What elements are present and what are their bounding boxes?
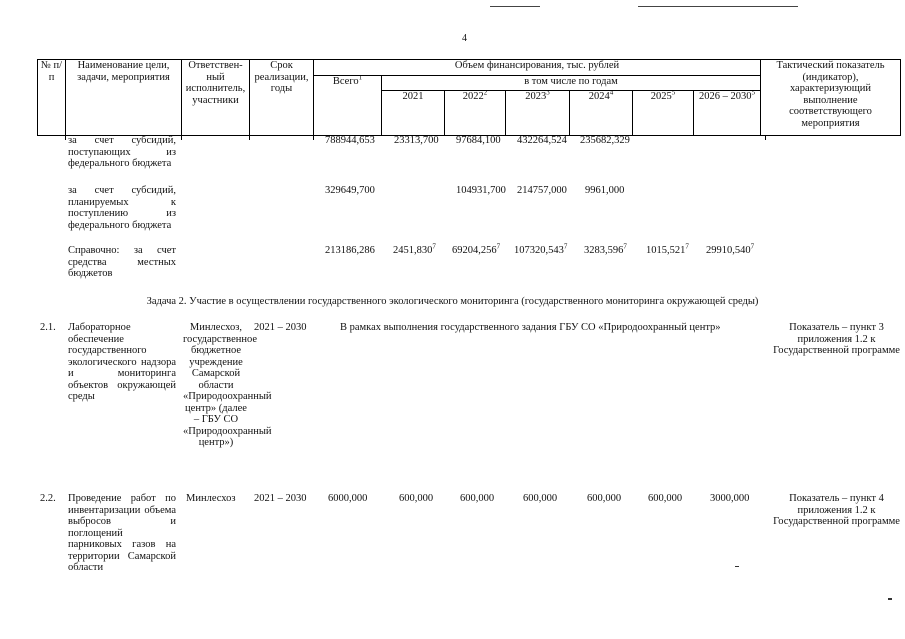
row-local-budget-total: 213186,286 [325, 245, 375, 256]
year-header: 2025$^5$ [633, 91, 694, 136]
item-2-2-2024: 600,000 [587, 493, 622, 504]
table-rule [181, 136, 182, 140]
col-resp-header: Ответствен-ный исполнитель, участники [182, 60, 250, 136]
year-header: 2022$^2$ [445, 91, 506, 136]
item-2-2-2025: 600,000 [648, 493, 683, 504]
item-2-1-number: 2.1. [40, 322, 56, 333]
total-header: Всего$^1$ [314, 76, 382, 136]
row-local-budget-2024: 3283,596$^7$ [584, 242, 627, 256]
year-header: 2021 [382, 91, 445, 136]
row-local-budget-2026: 29910,540$^7$ [706, 242, 755, 256]
item-2-2-indicator: Показатель – пункт 4 приложения 1.2 к Государственной программе [773, 493, 900, 527]
header-table [37, 59, 901, 136]
col-name-header: Наименование цели, задачи, мероприятия [66, 60, 182, 136]
item-2-1-funding-note: В рамках выполнения государственного задания ГБУ СО «Природоохранный центр» [340, 322, 721, 333]
page-number: 4 [462, 33, 467, 44]
scan-speck [735, 566, 739, 567]
scan-artifact [490, 6, 540, 7]
col-num-header: № п/п [38, 60, 66, 136]
item-2-2-total: 6000,000 [328, 493, 368, 504]
scan-artifact [638, 6, 798, 7]
table-rule [65, 136, 66, 140]
item-2-2-name: Проведение работ по инвентаризации объема выбросов и поглощений парниковых газов на территории Самарской области [68, 493, 176, 573]
item-2-2-responsible: Минлесхоз [186, 493, 236, 504]
item-2-2-number: 2.2. [40, 493, 56, 504]
year-header: 2026 – 2030$^5$ [694, 91, 761, 136]
funding-header: Объем финансирования, тыс. рублей [314, 60, 761, 76]
by-years-header: в том числе по годам [382, 76, 761, 91]
row-planned-subsidy-2024: 9961,000 [585, 185, 625, 196]
item-2-2-2021: 600,000 [399, 493, 434, 504]
row-local-budget-2025: 1015,521$^7$ [646, 242, 689, 256]
row-fed-subsidy-2021: 23313,700 [394, 135, 439, 146]
item-2-1-name: Лабораторное обеспечение государственного экологического надзора и мониторинга объектов окружающей среды [68, 322, 176, 402]
item-2-1-indicator: Показатель – пункт 3 приложения 1.2 к Государственной программе [773, 322, 900, 356]
row-planned-subsidy-2023: 214757,000 [517, 185, 567, 196]
indicator-header: Тактический показатель (индикатор), характеризующий выполнение соответствующего мероприятия [761, 60, 901, 136]
year-header: 2023$^3$ [506, 91, 570, 136]
row-planned-subsidy-name: за счет субсидий, планируемых к поступлению из федерального бюджета [68, 185, 176, 231]
row-local-budget-2021: 2451,830$^7$ [393, 242, 436, 256]
row-planned-subsidy-total: 329649,700 [325, 185, 375, 196]
row-fed-subsidy-2023: 432264,524 [517, 135, 567, 146]
item-2-2-period: 2021 – 2030 [254, 493, 307, 504]
item-2-1-responsible: Минлесхоз, государственное бюджетное учреждение Самарской области «Природоохранный центр» (далее – ГБУ СО «Природоохранный центр») [183, 322, 272, 448]
row-local-budget-2023: 107320,543$^7$ [514, 242, 568, 256]
scan-speck [888, 598, 892, 600]
row-planned-subsidy-2022: 104931,700 [456, 185, 506, 196]
row-fed-subsidy-total: 788944,653 [325, 135, 375, 146]
row-fed-subsidy-2024: 235682,329 [580, 135, 630, 146]
table-rule [765, 136, 766, 140]
task-2-heading: Задача 2. Участие в осуществлении государственного экологического мониторинга (государственного мониторинга окружающей среды) [146, 296, 759, 307]
table-rule [249, 136, 250, 140]
table-rule [313, 136, 314, 140]
item-2-1-period: 2021 – 2030 [254, 322, 307, 333]
year-header: 2024$^4$ [570, 91, 633, 136]
col-period-header: Срок реализации, годы [250, 60, 314, 136]
row-local-budget-name: Справочно: за счет средства местных бюджетов [68, 245, 176, 279]
row-fed-subsidy-name: за счет субсидий, поступающих из федерального бюджета [68, 135, 176, 169]
row-fed-subsidy-2022: 97684,100 [456, 135, 501, 146]
row-local-budget-2022: 69204,256$^7$ [452, 242, 501, 256]
item-2-2-2022: 600,000 [460, 493, 495, 504]
item-2-2-2023: 600,000 [523, 493, 558, 504]
item-2-2-2026: 3000,000 [710, 493, 750, 504]
